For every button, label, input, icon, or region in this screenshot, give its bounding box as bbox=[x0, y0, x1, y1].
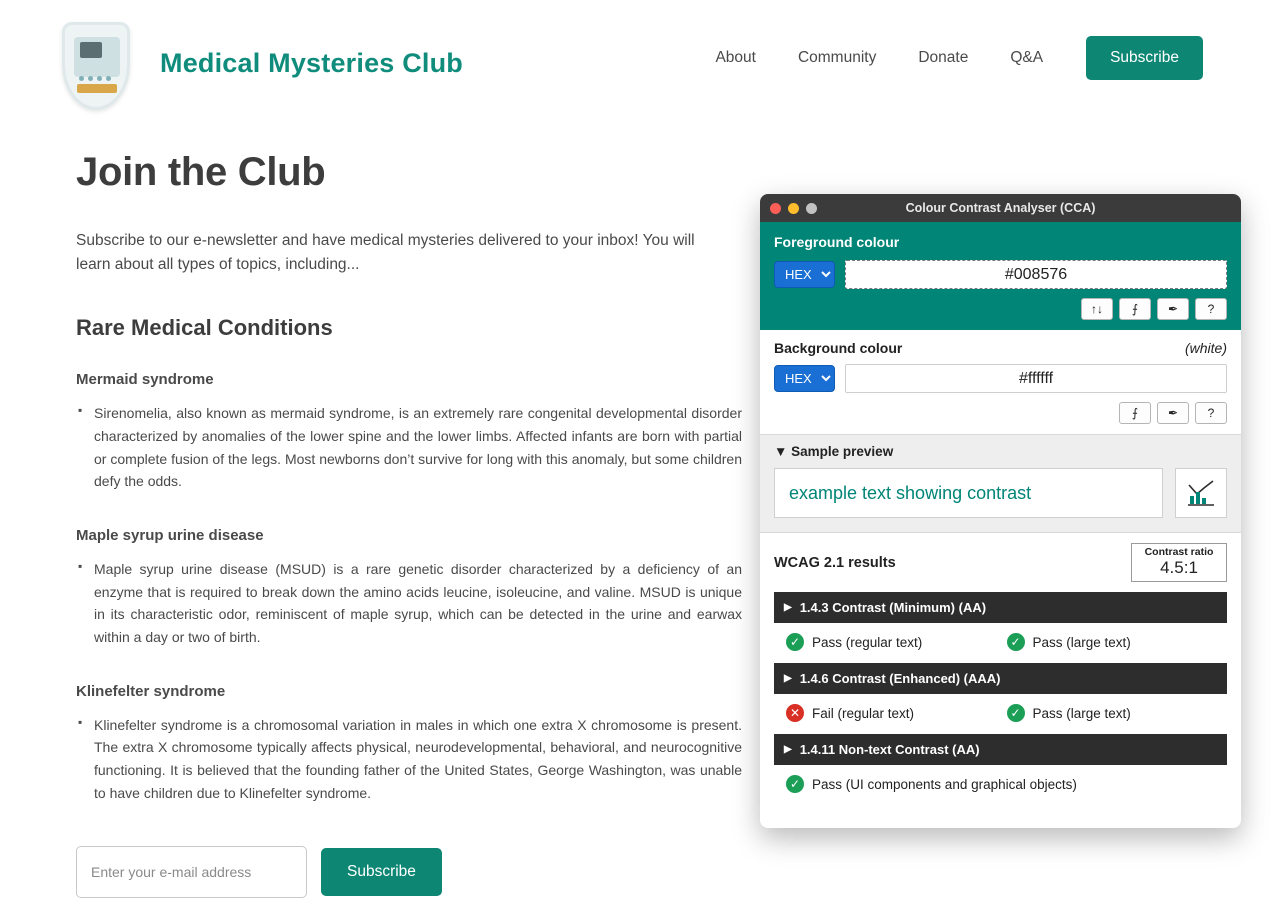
condition-list-klinefelter bbox=[76, 714, 742, 805]
criterion-143-label: 1.4.3 Contrast (Minimum) (AA) bbox=[799, 600, 987, 615]
site-title: Medical Mysteries Club bbox=[160, 48, 463, 78]
criterion-1411-header[interactable] bbox=[774, 734, 1227, 765]
nav-item-donate[interactable]: Donate bbox=[918, 49, 969, 66]
check-label: Pass (regular text) bbox=[812, 634, 923, 650]
list-item: ▪ Klinefelter syndrome is a chromosomal variation in males in which one extra X chromosome is present. The extra X chromosome typically affects physical, neurodevelopmental, behavioral, and neurocognitive functioning. It is believed that the founding father of the United States, George Washington, was unable to have children due to Klinefelter syndrome. bbox=[94, 714, 742, 805]
pass-icon: ✓ bbox=[1007, 633, 1025, 651]
page-title: Join the Club bbox=[76, 150, 326, 194]
background-format-select[interactable] bbox=[774, 365, 835, 392]
criterion-143-header[interactable] bbox=[774, 592, 1227, 623]
criterion-1411-checks bbox=[774, 765, 1227, 795]
chevron-right-icon: ▶ bbox=[784, 602, 792, 613]
list-item: ▪ Sirenomelia, also known as mermaid syndrome, is an extremely rare congenital developmental disorder characterized by anomalies of the lower spine and the lower limbs. Affected infants are born with partial or complete fusion of the legs. Most newborns don’t survive for long with this anomaly, but some children defy the odds. bbox=[94, 402, 742, 493]
background-icon-row bbox=[774, 402, 1227, 424]
check-label: Pass (large text) bbox=[1032, 634, 1131, 650]
background-input-row bbox=[774, 364, 1227, 393]
chevron-right-icon: ▶ bbox=[784, 744, 792, 755]
section-title: Rare Medical Conditions bbox=[76, 315, 333, 341]
check-label: Pass (large text) bbox=[1032, 705, 1131, 721]
criterion-146-checks bbox=[774, 694, 1227, 724]
background-colour-name: (white) bbox=[1184, 340, 1227, 356]
condition-title-msud: Maple syrup urine disease bbox=[76, 527, 264, 545]
help-icon[interactable]: ? bbox=[1195, 402, 1227, 424]
sample-preview-label: Sample preview bbox=[791, 444, 894, 459]
foreground-hex-field[interactable]: #008576 bbox=[845, 260, 1227, 289]
sample-graphic-chart-icon bbox=[1175, 468, 1227, 518]
sample-preview-row bbox=[774, 468, 1227, 518]
condition-list-msud bbox=[76, 558, 742, 649]
main-nav bbox=[715, 36, 1203, 80]
background-label: Background colour bbox=[774, 340, 903, 356]
check-143-regular bbox=[786, 633, 1007, 651]
signup-subscribe-button[interactable]: Subscribe bbox=[321, 848, 442, 896]
chevron-down-icon: ▼ bbox=[774, 444, 788, 459]
site-logo[interactable] bbox=[62, 22, 132, 114]
eyedropper-icon[interactable]: ✒ bbox=[1157, 402, 1189, 424]
swap-colours-icon[interactable]: ↑↓ bbox=[1081, 298, 1113, 320]
criterion-143-checks bbox=[774, 623, 1227, 653]
contrast-ratio-box bbox=[1131, 543, 1227, 582]
nav-item-about[interactable]: About bbox=[715, 49, 756, 66]
condition-list-mermaid bbox=[76, 402, 742, 493]
foreground-panel bbox=[760, 222, 1241, 330]
check-146-regular bbox=[786, 704, 1007, 722]
pass-icon: ✓ bbox=[1007, 704, 1025, 722]
logo-dots bbox=[79, 76, 111, 81]
sample-text: example text showing contrast bbox=[774, 468, 1163, 518]
wcag-results-title: WCAG 2.1 results bbox=[774, 554, 896, 571]
condition-title-klinefelter: Klinefelter syndrome bbox=[76, 682, 226, 700]
wcag-results-panel bbox=[760, 533, 1241, 807]
foreground-format-select[interactable] bbox=[774, 261, 835, 288]
colour-contrast-analyser-window bbox=[760, 194, 1241, 828]
header-subscribe-button[interactable]: Subscribe bbox=[1086, 36, 1203, 80]
nav-item-qa[interactable]: Q&A bbox=[1010, 49, 1044, 66]
foreground-icon-row bbox=[774, 298, 1227, 320]
foreground-label: Foreground colour bbox=[774, 234, 900, 250]
criterion-146-label: 1.4.6 Contrast (Enhanced) (AAA) bbox=[799, 671, 1001, 686]
contrast-ratio-value: 4.5:1 bbox=[1160, 558, 1198, 577]
background-panel bbox=[760, 330, 1241, 435]
sample-preview-disclosure[interactable] bbox=[774, 444, 1227, 459]
pass-icon: ✓ bbox=[786, 633, 804, 651]
cca-titlebar[interactable] bbox=[760, 194, 1241, 222]
eyedropper-icon[interactable]: ✒ bbox=[1157, 298, 1189, 320]
logo-screen bbox=[80, 42, 102, 58]
sliders-icon[interactable]: ⨍ bbox=[1119, 298, 1151, 320]
help-icon[interactable]: ? bbox=[1195, 298, 1227, 320]
email-field[interactable] bbox=[76, 846, 307, 898]
check-label: Pass (UI components and graphical objects) bbox=[812, 776, 1077, 792]
contrast-ratio-label: Contrast ratio bbox=[1144, 546, 1214, 558]
criterion-146-header[interactable] bbox=[774, 663, 1227, 694]
check-label: Fail (regular text) bbox=[812, 705, 915, 721]
intro-paragraph: Subscribe to our e-newsletter and have medical mysteries delivered to your inbox! You will learn about all types of topics, including... bbox=[76, 232, 695, 274]
pass-icon: ✓ bbox=[786, 775, 804, 793]
sample-preview-panel bbox=[760, 435, 1241, 533]
nav-item-community[interactable]: Community bbox=[797, 49, 877, 66]
check-143-large bbox=[1007, 633, 1228, 651]
check-146-large bbox=[1007, 704, 1228, 722]
foreground-input-row bbox=[774, 260, 1227, 289]
check-1411-ui bbox=[786, 775, 1077, 793]
background-hex-field[interactable]: #ffffff bbox=[845, 364, 1227, 393]
club-shield-logo bbox=[62, 22, 130, 110]
logo-base bbox=[77, 84, 117, 93]
criterion-1411-label: 1.4.11 Non-text Contrast (AA) bbox=[799, 742, 980, 757]
wcag-results-header bbox=[774, 543, 1227, 582]
main-content bbox=[76, 150, 742, 909]
background-header bbox=[774, 340, 1227, 356]
sliders-icon[interactable]: ⨍ bbox=[1119, 402, 1151, 424]
chevron-right-icon: ▶ bbox=[784, 673, 792, 684]
cca-window-title: Colour Contrast Analyser (CCA) bbox=[905, 201, 1096, 215]
fail-icon: ✕ bbox=[786, 704, 804, 722]
signup-form bbox=[76, 846, 736, 898]
condition-title-mermaid: Mermaid syndrome bbox=[76, 371, 214, 389]
list-item: ▪ Maple syrup urine disease (MSUD) is a rare genetic disorder characterized by a deficiency of an enzyme that is required to break down the amino acids leucine, isoleucine, and valine. MSUD is unique in its characteristic odor, reminiscent of maple syrup, which can be detected in the urine and earwax within a day or two of birth. bbox=[94, 558, 742, 649]
site-header bbox=[0, 0, 1275, 122]
